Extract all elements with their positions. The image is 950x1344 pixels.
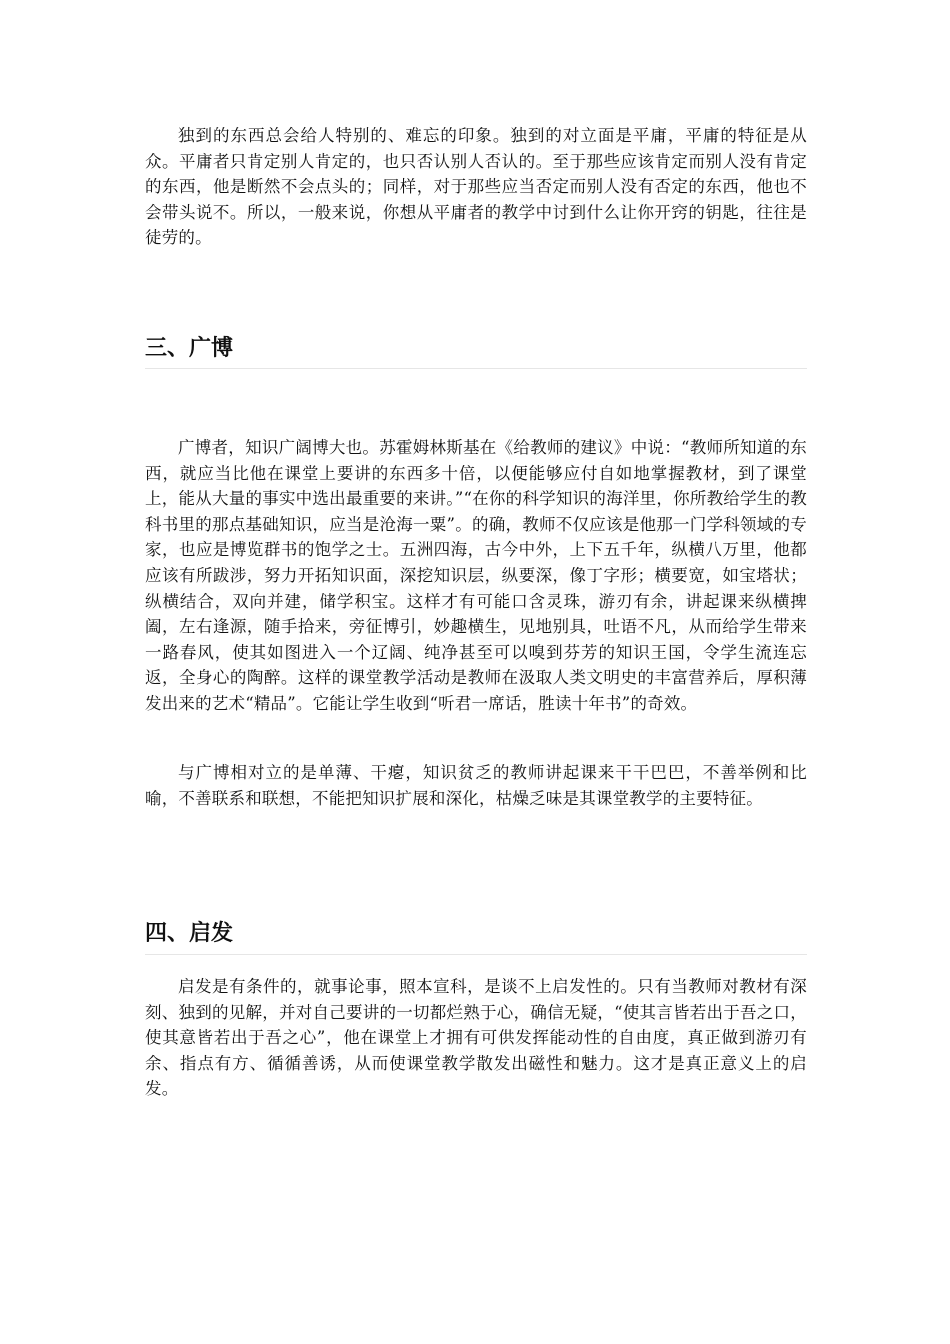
- section-divider: [145, 954, 807, 955]
- section-divider: [145, 368, 807, 369]
- paragraph-qifa: 启发是有条件的，就事论事，照本宣科，是谈不上启发性的。只有当教师对教材有深刻、独到的见解，并对自己要讲的一切都烂熟于心，确信无疑，“使其言皆若出于吾之口，使其意皆若出于吾之心”，他在课堂上才拥有可供发挥能动性的自由度，真正做到游刃有余、指点有方、循循善诱，从而使课堂教学散发出磁性和魅力。这才是真正意义上的启发。: [145, 977, 807, 1099]
- section-heading-guangbo: 三、广博: [145, 336, 234, 361]
- section-heading-qifa: 四、启发: [145, 921, 234, 946]
- paragraph-guangbo-contrast: 与广博相对立的是单薄、干瘪，知识贫乏的教师讲起课来干干巴巴，不善举例和比喻，不善联系和联想，不能把知识扩展和深化，枯燥乏味是其课堂教学的主要特征。: [145, 763, 807, 808]
- paragraph-guangbo-definition: 广博者，知识广阔博大也。苏霍姆林斯基在《给教师的建议》中说：“教师所知道的东西，就应当比他在课堂上要讲的东西多十倍，以便能够应付自如地掌握教材，到了课堂上，能从大量的事实中选出最重要的来讲。”“在你的科学知识的海洋里，你所教给学生的教科书里的那点基础知识，应当是沧海一粟”。的确，教师不仅应该是他那一门学科领域的专家，也应是博览群书的饱学之士。五洲四海，古今中外，上下五千年，纵横八万里，他都应该有所跋涉，努力开拓知识面，深挖知识层，纵要深，像丁字形；横要宽，如宝塔状；纵横结合，双向并建，储学积宝。这样才有可能口含灵珠，游刃有余，讲起课来纵横捭阖，左右逢源，随手拾来，旁征博引，妙趣横生，见地别具，吐语不凡，从而给学生带来一路春风，使其如图进入一个辽阔、纯净甚至可以嗅到芬芳的知识王国，令学生流连忘返，全身心的陶醉。这样的课堂教学活动是教师在汲取人类文明史的丰富营养后，厚积薄发出来的艺术“精品”。它能让学生收到“听君一席话，胜读十年书”的奇效。: [145, 438, 807, 713]
- paragraph-uniqueness-contrast: 独到的东西总会给人特别的、难忘的印象。独到的对立面是平庸，平庸的特征是从众。平庸者只肯定别人肯定的，也只否认别人否认的。至于那些应该肯定而别人没有肯定的东西，他是断然不会点头的；同样，对于那些应当否定而别人没有否定的东西，他也不会带头说不。所以，一般来说，你想从平庸者的教学中讨到什么让你开窍的钥匙，往往是徒劳的。: [145, 126, 807, 248]
